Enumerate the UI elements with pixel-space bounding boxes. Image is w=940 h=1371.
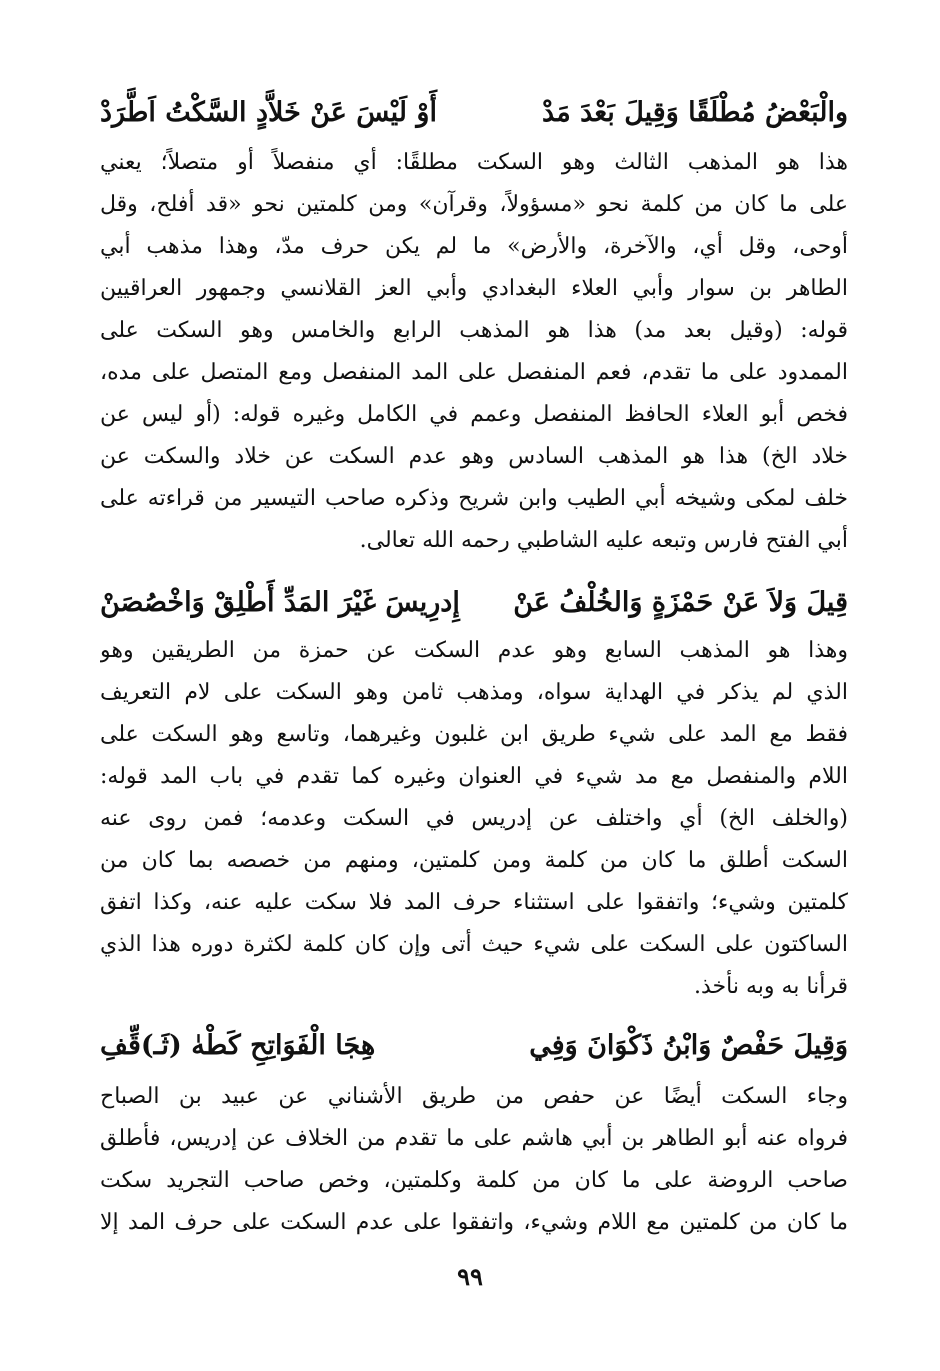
paragraph-line: الساكتون على السكت على شيء حيث أتى وإن كان كلمة لكثرة دوره هذا الذي <box>100 932 848 957</box>
paragraph-line: ما كان من كلمتين مع اللام وشيء، واتفقوا على عدم السكت على حرف المد إلا <box>100 1210 848 1235</box>
paragraph-line: خلف لمكى وشيخه أبي الطيب وابن شريح وذكره صاحب التيسير من قراءته على <box>100 486 848 511</box>
verse-2-first-hemistich: قِيلَ وَلاَ عَنْ حَمْزَةٍ وَالخُلْفُ عَنْ <box>513 587 848 618</box>
paragraph-line: السكت أطلق ما كان من كلمة ومن كلمتين، ومنهم من خصصه بما كان من <box>100 848 848 873</box>
paragraph-line: الممدود على ما تقدم، فعم المنفصل على المد المنفصل ومع المتصل على مده، <box>100 360 848 385</box>
paragraph-line: الذي لم يذكر في الهداية سواه، ومذهب ثامن وهو السكت على لام التعريف <box>100 680 848 705</box>
paragraph-line: وجاء السكت أيضًا عن حفص من طريق الأشناني عن عبيد بن الصباح <box>100 1084 848 1109</box>
paragraph-line: فرواه عنه أبو الطاهر بن أبي هاشم على ما تقدم من الخلاف عن إدريس، فأطلق <box>100 1126 848 1151</box>
paragraph-line: فخص أبو العلاء الحافظ المنفصل وعمم في الكامل وغيره قوله: (أو ليس عن <box>100 402 848 427</box>
paragraph-line: وهذا هو المذهب السابع وهو عدم السكت عن حمزة من الطريقين وهو <box>100 638 848 663</box>
paragraph-line: قوله: (وقيل بعد مد) هذا هو المذهب الرابع والخامس وهو السكت على <box>100 318 848 343</box>
verse-2-second-hemistich: إِدرِيسَ غَيْرَ المَدِّ أَطْلِقْ وَاخْصُصَنْ <box>100 587 460 618</box>
paragraph-line: على ما كان من كلمة نحو «مسؤولاً، وقرآن» ومن كلمتين نحو «قد أفلح، وقل <box>100 192 848 217</box>
paragraph-line: فقط مع المد على شيء طريق ابن غلبون وغيرهما، وتاسع وهو السكت على <box>100 722 848 747</box>
verse-3-second-hemistich: هِجَا الْفَوَاتِحِ كَطْهٰ (ثَـ)قِّفِ <box>100 1030 376 1061</box>
commentary-paragraph-2 <box>100 630 848 1008</box>
paragraph-line: هذا هو المذهب الثالث وهو السكت مطلقًا: أي منفصلاً أو متصلاً؛ يعني <box>100 150 848 175</box>
verse-1-first-hemistich: والْبَعْضُ مُطْلَقًا وَقِيلَ بَعْدَ مَدْ <box>542 97 848 128</box>
commentary-paragraph-3 <box>100 1076 848 1244</box>
verse-line-1 <box>100 93 848 139</box>
paragraph-line: أوحى، وقل أي، والآخرة، والأرض» ما لم يكن حرف مدّ، وهذا مذهب أبي <box>100 234 848 259</box>
verse-1-second-hemistich: أَوْ لَيْسَ عَنْ خَلاَّدٍ السَّكْتُ اَطَّرَدْ <box>100 97 437 128</box>
verse-line-3 <box>100 1026 848 1072</box>
paragraph-line: الطاهر بن سوار وأبي العلاء البغدادي وأبي العز القلانسي وجمهور العراقيين <box>100 276 848 301</box>
paragraph-line: اللام والمنفصل مع مد شيء في العنوان وغيره كما تقدم في باب المد قوله: <box>100 764 848 789</box>
paragraph-line: خلاد الخ) هذا هو المذهب السادس وهو عدم السكت عن خلاد والسكت عن <box>100 444 848 469</box>
commentary-paragraph-1 <box>100 142 848 562</box>
paragraph-line: كلمتين وشيء؛ واتفقوا على استثناء حرف المد فلا سكت عليه عنه، وكذا اتفق <box>100 890 848 915</box>
verse-line-2 <box>100 583 848 629</box>
paragraph-line: (والخلف الخ) أي واختلف عن إدريس في السكت وعدمه؛ فمن روى عنه <box>100 806 848 831</box>
paragraph-line: أبي الفتح فارس وتبعه عليه الشاطبي رحمه الله تعالى. <box>359 528 848 553</box>
paragraph-line: قرأنا به وبه نأخذ. <box>694 974 848 999</box>
page-number: ٩٩ <box>457 1262 483 1291</box>
paragraph-line: صاحب الروضة على ما كان من كلمة وكلمتين، وخص صاحب التجريد سكت <box>100 1168 848 1193</box>
verse-3-first-hemistich: وَقِيلَ حَفْصٌ وَابْنُ ذَكْوَانَ وَفِي <box>529 1030 848 1061</box>
